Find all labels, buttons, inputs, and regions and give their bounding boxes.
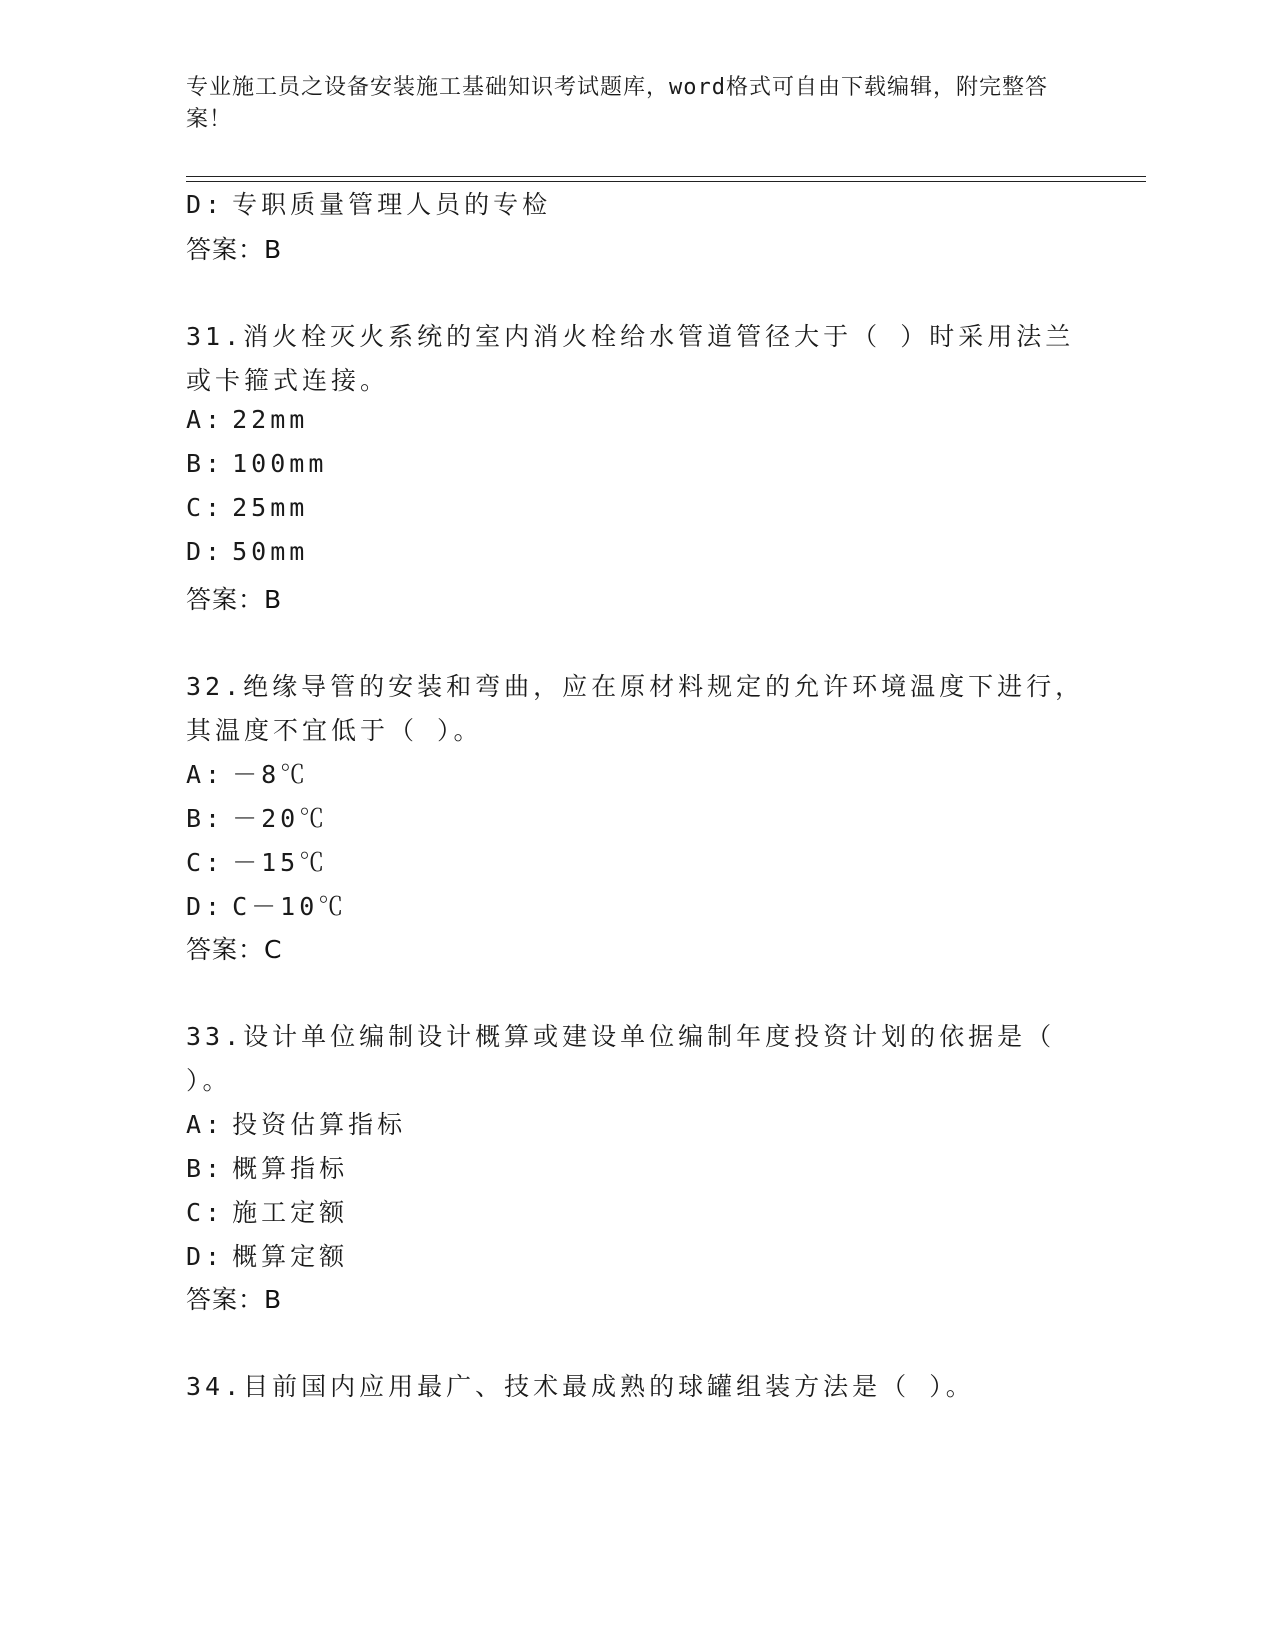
option-text: 专职质量管理人员的专检 — [232, 190, 552, 219]
prev-option-d — [186, 185, 551, 221]
q31-option-d — [186, 537, 308, 566]
option-label: B: — [186, 804, 225, 833]
option-label: A: — [186, 1110, 225, 1139]
q32-option-b — [186, 799, 328, 835]
q32-option-a — [186, 755, 309, 791]
q33-option-c — [186, 1193, 348, 1229]
q32-stem-line1: 32.绝缘导管的安装和弯曲，应在原材料规定的允许环境温度下进行， — [186, 672, 1085, 701]
option-label: D: — [186, 1242, 225, 1271]
q31-stem-line1: 31.消火栓灭火系统的室内消火栓给水管道管径大于（ ）时采用法兰 — [186, 322, 1075, 351]
q32-answer: 答案：C — [186, 935, 283, 964]
header-divider-top — [186, 176, 1146, 177]
document-header — [186, 72, 1066, 136]
option-label: B: — [186, 449, 225, 478]
q31-stem-line2: 或卡箍式连接。 — [186, 366, 390, 395]
q31-option-a — [186, 405, 308, 434]
option-text: －8℃ — [232, 760, 310, 789]
option-text: 50mm — [232, 537, 309, 566]
q33-answer: 答案：B — [186, 1285, 283, 1314]
q31-answer: 答案：B — [186, 585, 283, 614]
option-label: C: — [186, 493, 225, 522]
q32-stem-line2: 其温度不宜低于（ ）。 — [186, 716, 483, 745]
option-text: －20℃ — [232, 804, 329, 833]
q31-option-c — [186, 493, 308, 522]
option-text: C－10℃ — [232, 892, 348, 921]
q34-stem-line1: 34.目前国内应用最广、技术最成熟的球罐组装方法是（ ）。 — [186, 1372, 975, 1401]
q33-option-d — [186, 1237, 348, 1273]
header-text: 专业施工员之设备安装施工基础知识考试题库，word格式可自由下载编辑，附完整答案！ — [186, 75, 1048, 132]
q31-option-b — [186, 449, 327, 478]
option-text: 概算定额 — [232, 1242, 349, 1271]
option-text: 100mm — [232, 449, 328, 478]
header-divider-bottom — [186, 181, 1146, 182]
option-label: D: — [186, 892, 225, 921]
option-label: D: — [186, 190, 225, 219]
option-label: B: — [186, 1154, 225, 1183]
option-text: 25mm — [232, 493, 309, 522]
q33-stem-line2: ）。 — [186, 1066, 232, 1095]
option-text: 施工定额 — [232, 1198, 349, 1227]
option-label: C: — [186, 848, 225, 877]
option-label: A: — [186, 760, 225, 789]
q32-option-c — [186, 843, 328, 879]
q32-option-d — [186, 887, 347, 923]
q33-option-b — [186, 1149, 348, 1185]
option-text: 22mm — [232, 405, 309, 434]
q33-option-a — [186, 1105, 406, 1141]
option-label: C: — [186, 1198, 225, 1227]
option-label: D: — [186, 537, 225, 566]
q33-stem-line1: 33.设计单位编制设计概算或建设单位编制年度投资计划的依据是（ — [186, 1022, 1056, 1051]
prev-answer: 答案：B — [186, 235, 283, 264]
option-label: A: — [186, 405, 225, 434]
option-text: －15℃ — [232, 848, 329, 877]
option-text: 概算指标 — [232, 1154, 349, 1183]
option-text: 投资估算指标 — [232, 1110, 407, 1139]
